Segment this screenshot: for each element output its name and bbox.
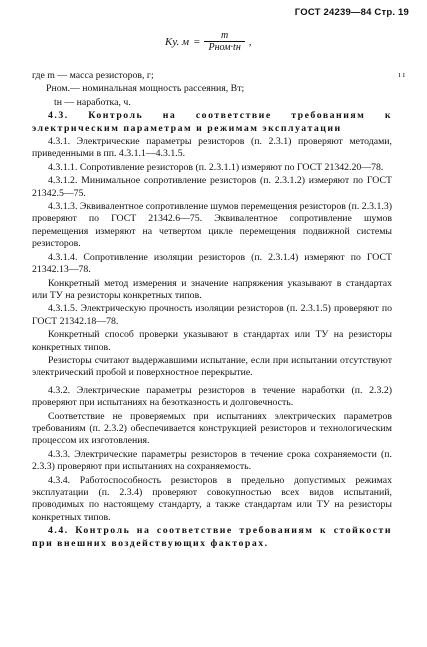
paragraph: Конкретный метод измерения и значение напряжения указывают в стандартах или ТУ на резисторы конкретных типов. <box>32 277 392 301</box>
formula-eq: = <box>193 35 201 48</box>
paragraph: 4.3.4. Работоспособность резисторов в предельно допустимых режимах эксплуатации (п. 2.3.4) проверяют совокупностью всех видов испытаний, проводимых по настоящему стандарту, а также стандартам или ТУ на резисторы конкретных типов. <box>32 474 392 523</box>
section-heading: 4.4. Контроль на соответствие требованиям к стойкости при внешних воздействующих факторах. <box>32 525 392 549</box>
definition-m: где m — масса резисторов, г; <box>32 70 154 81</box>
paragraph: 4.3.1.4. Сопротивление изоляции резисторов (п. 2.3.1.4) измеряют по ГОСТ 21342.13—78. <box>32 251 392 276</box>
paragraph: 4.3.1. Электрические параметры резисторов (п. 2.3.1) проверяют методами, приведенными в пп. 4.3.1.1—4.3.1.5. <box>32 136 392 160</box>
paragraph: 4.3.1.3. Эквивалентное сопротивление шумов перемещения резисторов (п. 2.3.1.3) проверяют по ГОСТ 21342.6—75. Эквивалентное сопротивление шумов перемещения измеряют на четвертом цикле перемещения подвижной системы резисторов. <box>32 201 392 250</box>
paragraph: 4.3.1.2. Минимальное сопротивление резисторов (п. 2.3.1.2) измеряют по ГОСТ 21342.5—75. <box>32 175 392 199</box>
paragraph: 4.3.2. Электрические параметры резисторов в течение наработки (п. 2.3.2) проверяют при испытаниях на безотказность и долговечность. <box>32 384 392 409</box>
paragraph: Конкретный способ проверки указывают в стандартах или ТУ на резисторы конкретных типов. <box>32 329 392 353</box>
paragraph: 4.3.1.5. Электрическую прочность изоляции резисторов (п. 2.3.1.5) проверяют по ГОСТ 21342.18—78. <box>32 303 392 327</box>
definition-p: Pном.— номинальная мощность рассеяния, Вт; <box>46 83 245 95</box>
paragraph: 4.3.3. Электрические параметры резисторов в течение срока сохраняемости (п. 2.3.3) проверяют при испытаниях на сохраняемость. <box>32 448 392 473</box>
formula <box>165 30 252 53</box>
paragraph: Резисторы считают выдержавшими испытание, если при испытании отсутствуют электрический пробой и поверхностное перекрытие. <box>32 354 392 379</box>
definition-t: tн — наработка, ч. <box>54 96 131 108</box>
formula-denominator: Pном·tн <box>204 41 244 53</box>
page-header: ГОСТ 24239—84 Стр. 19 <box>294 7 409 18</box>
formula-fraction <box>204 30 244 53</box>
stray-marks: ı ı <box>398 70 405 79</box>
section-heading: 4.3. Контроль на соответствие требованиям к электрическим параметрам и режимам эксплуатации <box>32 110 392 134</box>
paragraph: Соответствие не проверяемых при испытаниях электрических параметров требованиям (п. 2.3.2) обеспечивается конструкцией резисторов и технологическим процессом их изготовления. <box>32 410 392 447</box>
formula-numerator: m <box>221 30 229 41</box>
paragraph: 4.3.1.1. Сопротивление резисторов (п. 2.3.1.1) измеряют по ГОСТ 21342.20—78. <box>48 161 384 173</box>
formula-end: , <box>248 35 252 48</box>
document-body <box>32 70 392 551</box>
formula-lhs: Kу. м <box>165 35 190 48</box>
